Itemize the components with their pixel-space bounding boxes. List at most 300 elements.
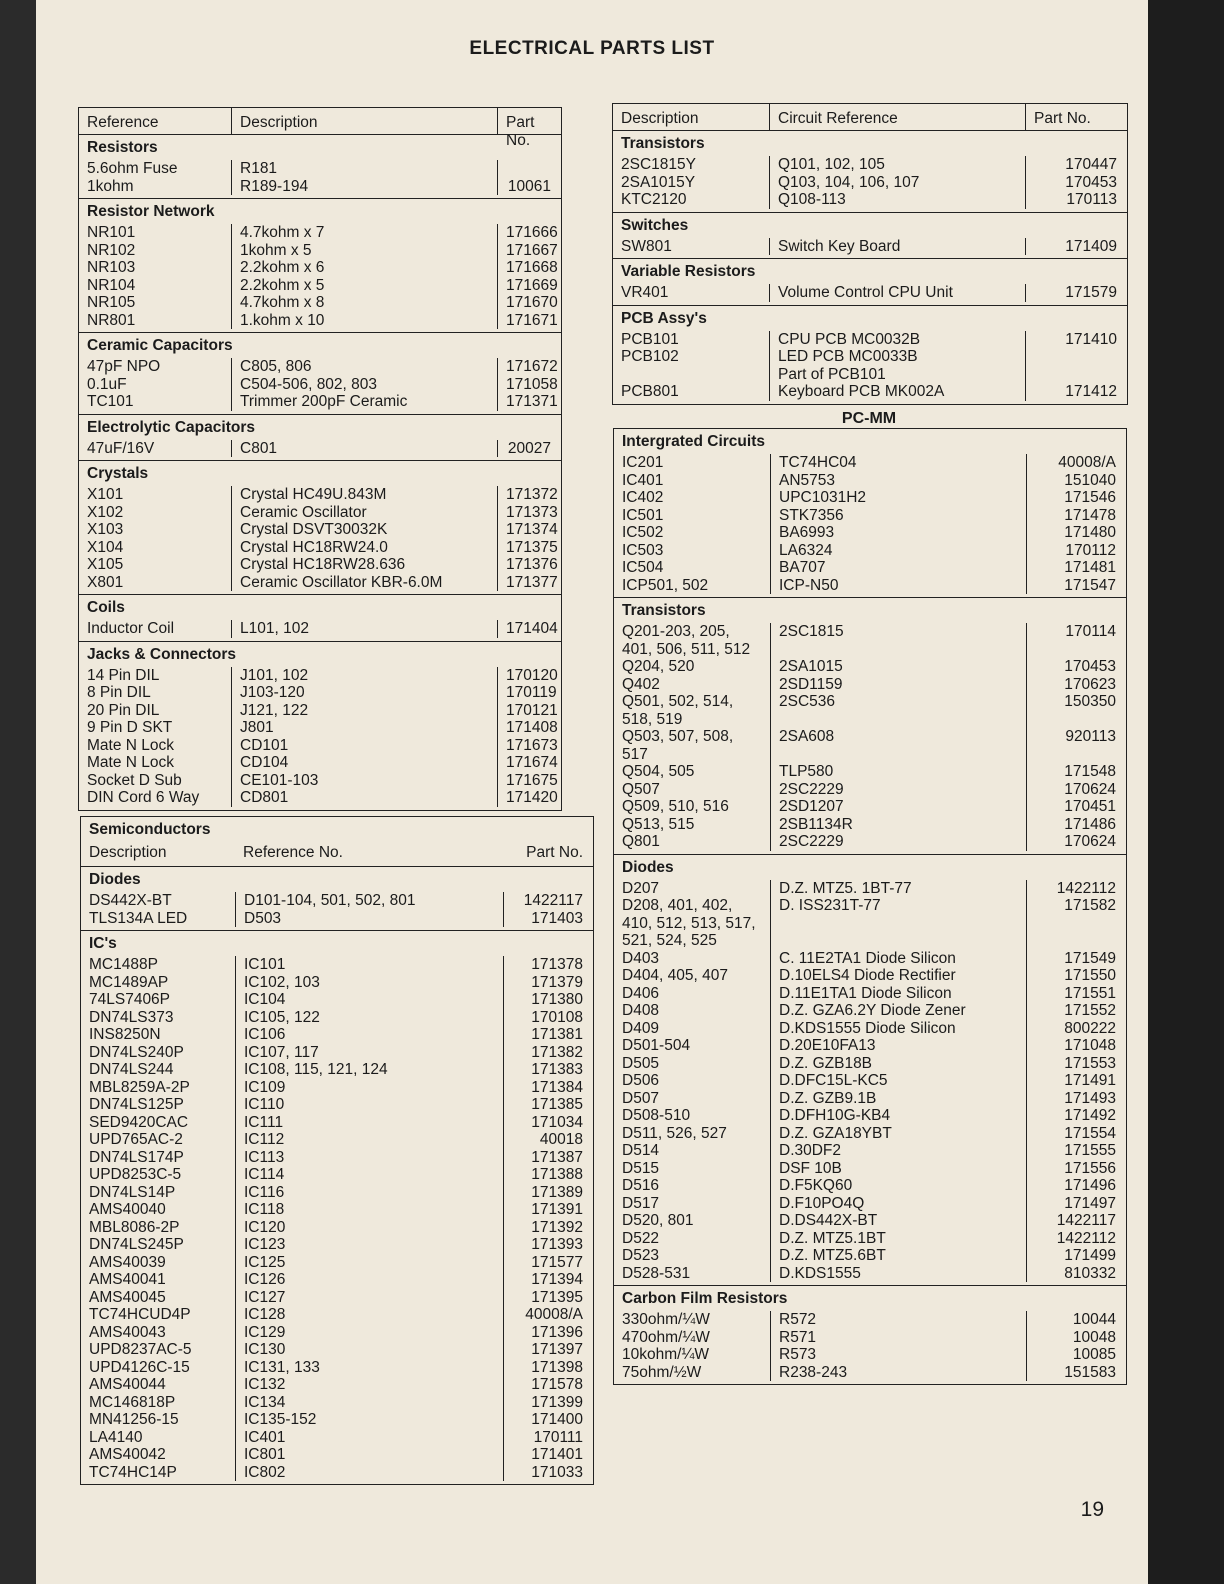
table-body — [613, 131, 1127, 404]
table-cell: J121, 122 — [240, 701, 309, 719]
table-cell: D503 — [244, 909, 282, 927]
desc-column — [231, 620, 497, 638]
section-rows — [613, 331, 1127, 401]
table-cell: MC146818P — [89, 1393, 176, 1411]
section-title: IC's — [89, 935, 117, 952]
desc-column — [770, 623, 1026, 851]
table-cell: IC504 — [622, 559, 664, 576]
table-cell: 2SB1134R — [779, 815, 853, 833]
document-page — [36, 0, 1148, 1584]
table-cell: Q501, 502, 514, — [622, 693, 734, 710]
ref-column — [613, 284, 769, 302]
table-cell: 171398 — [531, 1358, 583, 1376]
table-cell: IC105, 122 — [244, 1008, 320, 1026]
table-cell: 170453 — [1065, 173, 1117, 191]
table-cell: D516 — [622, 1177, 660, 1194]
table-cell: 2SD1207 — [779, 798, 844, 815]
section-rows — [79, 667, 561, 807]
table-cell: CD104 — [240, 754, 289, 771]
table-cell: D523 — [622, 1247, 660, 1264]
table-cell: 171667 — [506, 241, 558, 259]
table-cell: 171491 — [1064, 1072, 1116, 1089]
table-cell: D505 — [622, 1054, 660, 1072]
ref-column — [613, 331, 769, 401]
table-cell: 171550 — [1064, 967, 1116, 984]
table-cell: D101-104, 501, 502, 801 — [244, 892, 416, 909]
table-cell: LA4140 — [89, 1428, 143, 1446]
table-cell: D403 — [622, 949, 660, 967]
table-cell: D408 — [622, 1002, 660, 1019]
table-cell: IC123 — [244, 1236, 286, 1253]
table-cell: D409 — [622, 1019, 660, 1037]
table-cell: 170624 — [1064, 780, 1116, 798]
table-cell: 171579 — [1065, 284, 1117, 301]
table-cell: 171480 — [1064, 524, 1116, 541]
table-cell: 171671 — [506, 311, 558, 329]
table-cell: 1422112 — [1056, 879, 1116, 897]
table-cell: D.DFC15L-KC5 — [779, 1072, 888, 1089]
table-cell: 170121 — [506, 701, 558, 719]
table-cell: 171410 — [1065, 330, 1117, 348]
table-cell: 10044 — [1072, 1311, 1116, 1328]
table-section — [79, 642, 561, 810]
table-cell: DN74LS244 — [89, 1061, 174, 1078]
table-cell: D.KDS1555 — [779, 1264, 861, 1282]
table-cell: D.DS442X-BT — [779, 1212, 878, 1229]
table-cell: 171666 — [506, 224, 558, 241]
table-cell: 2.2kohm x 5 — [240, 276, 325, 294]
table-cell: IC106 — [244, 1026, 286, 1043]
part-no-column — [1025, 238, 1127, 256]
table-cell: IC118 — [244, 1201, 285, 1218]
table-cell — [621, 366, 763, 384]
table-cell: 171375 — [506, 538, 558, 556]
table-cell: 171577 — [531, 1253, 583, 1271]
table-cell: R573 — [779, 1346, 817, 1363]
table-cell: 171373 — [506, 503, 558, 521]
table-cell: NR104 — [87, 276, 136, 294]
table-cell: D.KDS1555 Diode Silicon — [779, 1019, 956, 1037]
table-cell: D404, 405, 407 — [622, 967, 729, 984]
table-cell: 171546 — [1064, 489, 1116, 506]
table-cell: IC116 — [244, 1183, 285, 1201]
section-rows — [614, 623, 1126, 851]
table-cell: DN74LS373 — [89, 1008, 174, 1026]
table-cell: DN74LS240P — [89, 1043, 184, 1061]
section-title: Switches — [621, 216, 689, 234]
table-cell: 2SC2229 — [779, 780, 844, 798]
table-cell: IC802 — [244, 1463, 286, 1481]
table-cell: CE101-103 — [240, 771, 319, 789]
table-cell: D.11E1TA1 Diode Silicon — [779, 984, 952, 1002]
table-cell: IC129 — [244, 1323, 286, 1341]
table-cell: X105 — [87, 556, 124, 573]
table-cell: 171551 — [1064, 984, 1116, 1002]
header-description: Description — [231, 108, 497, 134]
part-no-column — [503, 956, 593, 1481]
pc-mm-parts-table — [613, 428, 1127, 1385]
table-cell: NR105 — [87, 294, 136, 311]
table-cell: 1kohm — [87, 177, 134, 195]
table-cell: CD101 — [240, 736, 289, 754]
table-cell — [1035, 746, 1116, 764]
table-cell: Switch Key Board — [778, 237, 901, 255]
table-cell: Mate N Lock — [87, 754, 175, 771]
table-cell: 171403 — [531, 909, 583, 927]
table-cell: 171387 — [531, 1148, 583, 1166]
section-rows — [79, 486, 561, 591]
table-cell: 171379 — [531, 973, 583, 991]
table-cell: UPD765AC-2 — [89, 1131, 183, 1148]
table-cell: 171481 — [1064, 559, 1116, 576]
table-cell: Q201-203, 205, — [622, 623, 730, 640]
section-rows — [79, 440, 561, 458]
desc-column — [231, 358, 497, 411]
table-cell: Inductor Coil — [87, 620, 175, 637]
table-cell: IC108, 115, 121, 124 — [244, 1061, 388, 1078]
ref-column — [613, 238, 769, 256]
table-cell: D522 — [622, 1229, 660, 1247]
part-no-column — [497, 620, 561, 638]
section-rows — [81, 956, 593, 1481]
part-no-column — [497, 224, 561, 329]
section-rows — [613, 156, 1127, 209]
ref-column — [79, 224, 231, 329]
table-section — [81, 931, 593, 1484]
section-title: Ceramic Capacitors — [87, 337, 233, 354]
table-cell: 171385 — [531, 1096, 583, 1113]
table-cell — [779, 641, 1020, 659]
table-section — [79, 333, 561, 415]
table-cell: 171547 — [1064, 576, 1116, 594]
table-cell: Q513, 515 — [622, 815, 695, 833]
table-cell: Q103, 104, 106, 107 — [778, 173, 920, 191]
table-cell: LED PCB MC0033B — [778, 348, 918, 365]
table-cell: 171554 — [1064, 1124, 1116, 1142]
table-cell: DIN Cord 6 Way — [87, 789, 200, 806]
table-cell: 171549 — [1064, 949, 1116, 967]
table-cell: KTC2120 — [621, 191, 687, 208]
table-cell: ICP501, 502 — [622, 576, 709, 594]
part-no-column — [1026, 880, 1126, 1283]
ref-column — [79, 620, 231, 638]
table-cell: 2SC2229 — [779, 833, 844, 850]
desc-column — [769, 284, 1025, 302]
table-cell: 2SA1015Y — [621, 173, 696, 191]
table-cell: IC401 — [244, 1428, 286, 1446]
table-cell: 171396 — [531, 1323, 583, 1341]
table-cell: NR103 — [87, 259, 136, 276]
table-cell: AMS40039 — [89, 1253, 166, 1271]
ref-column — [81, 892, 235, 927]
table-cell: MN41256-15 — [89, 1411, 179, 1428]
part-no-column — [497, 667, 561, 807]
table-cell: TLS134A LED — [89, 909, 188, 927]
table-cell: 10085 — [1072, 1346, 1116, 1363]
ref-column — [613, 156, 769, 209]
table-cell: 171492 — [1064, 1107, 1116, 1124]
table-cell: PCB101 — [621, 330, 679, 348]
table-cell: X104 — [87, 538, 124, 556]
header-circuit-reference: Circuit Reference — [769, 104, 1025, 130]
table-cell: X102 — [87, 503, 124, 521]
table-cell: DS442X-BT — [89, 892, 172, 909]
table-cell: 518, 519 — [622, 710, 683, 728]
table-cell: D208, 401, 402, — [622, 897, 733, 914]
table-cell: MC1488P — [89, 956, 158, 973]
table-cell: D207 — [622, 879, 660, 897]
table-cell: 171058 — [506, 375, 558, 393]
table-cell: INS8250N — [89, 1026, 161, 1043]
table-cell: AMS40041 — [89, 1271, 166, 1288]
table-cell: 171376 — [506, 556, 558, 573]
table-cell: IC113 — [244, 1148, 285, 1166]
table-cell: AMS40042 — [89, 1446, 166, 1463]
table-cell: R238-243 — [779, 1363, 848, 1381]
table-cell: 4.7kohm x 8 — [240, 294, 325, 311]
table-cell: 171493 — [1064, 1089, 1116, 1107]
table-cell: Crystal HC18RW28.636 — [240, 556, 406, 573]
table-cell: R181 — [240, 160, 278, 177]
table-cell: R189-194 — [240, 177, 309, 195]
table-cell: 10048 — [1072, 1328, 1116, 1346]
table-cell: 171556 — [1064, 1159, 1116, 1177]
table-cell — [1035, 711, 1116, 729]
table-cell: IC107, 117 — [244, 1043, 319, 1061]
table-cell: 171382 — [531, 1043, 583, 1061]
table-cell: 171553 — [1064, 1054, 1116, 1072]
table-cell: 171674 — [506, 754, 558, 771]
ref-column — [614, 1311, 770, 1381]
table-cell: 40008/A — [525, 1306, 583, 1323]
table-cell: D.Z. GZA6.2Y Diode Zener — [779, 1002, 966, 1019]
table-cell: 170624 — [1064, 833, 1116, 850]
table-cell: 171381 — [531, 1026, 583, 1043]
table-cell: 47pF NPO — [87, 358, 161, 375]
section-rows — [79, 358, 561, 411]
table-cell: AMS40043 — [89, 1323, 166, 1341]
ref-column — [614, 880, 770, 1283]
table-cell: AN5753 — [779, 471, 836, 489]
table-cell: 920113 — [1065, 728, 1116, 745]
table-cell: 170111 — [533, 1428, 583, 1446]
table-cell: 171383 — [531, 1061, 583, 1078]
part-no-column — [1025, 331, 1127, 401]
table-cell: NR801 — [87, 311, 136, 329]
table-cell — [779, 746, 1020, 764]
table-cell: Q101, 102, 105 — [778, 156, 885, 173]
section-title: Carbon Film Resistors — [622, 1290, 788, 1307]
table-cell: UPD8253C-5 — [89, 1166, 182, 1183]
table-cell — [1035, 932, 1116, 950]
table-cell: 10061 — [507, 177, 551, 195]
table-cell — [1035, 641, 1116, 659]
table-cell: IC201 — [622, 454, 664, 471]
table-cell: Ceramic Oscillator KBR-6.0M — [240, 573, 443, 591]
table-cell: AMS40040 — [89, 1201, 166, 1218]
table-cell: L101, 102 — [240, 620, 309, 637]
table-cell: IC135-152 — [244, 1411, 317, 1428]
table-cell: 171672 — [506, 358, 558, 375]
table-cell: 171384 — [531, 1078, 583, 1096]
table-cell: IC501 — [622, 506, 664, 524]
table-cell: D501-504 — [622, 1037, 691, 1054]
ref-column — [81, 956, 235, 1481]
scan-binding-edge — [1148, 0, 1224, 1584]
table-cell: 9 Pin D SKT — [87, 719, 173, 736]
table-cell: 171670 — [506, 294, 558, 311]
table-cell: PCB801 — [621, 383, 679, 400]
semiconductors-title: Semiconductors — [89, 821, 211, 838]
section-title: Diodes — [89, 871, 141, 888]
table-cell: IC401 — [622, 471, 664, 489]
table-section — [613, 259, 1127, 306]
table-cell: Q204, 520 — [622, 658, 695, 675]
pc-mm-label: PC-MM — [841, 410, 897, 427]
table-cell: Crystal HC18RW24.0 — [240, 538, 388, 556]
table-cell: 410, 512, 513, 517, — [622, 914, 756, 932]
table-cell: D507 — [622, 1089, 660, 1107]
table-cell: 171478 — [1064, 506, 1116, 524]
table-cell: DN74LS125P — [89, 1096, 184, 1113]
table-cell: 171378 — [531, 956, 583, 973]
table-cell: D.Z. GZA18YBT — [779, 1124, 892, 1142]
table-cell: 20 Pin DIL — [87, 701, 160, 719]
table-cell: 171409 — [1065, 237, 1117, 255]
section-title: Intergrated Circuits — [622, 433, 765, 450]
part-no-column — [497, 160, 561, 195]
desc-column — [770, 454, 1026, 594]
table-cell: 171034 — [531, 1113, 583, 1131]
section-rows — [614, 1311, 1126, 1381]
table-cell: BA707 — [779, 559, 826, 576]
table-cell: D.F10PO4Q — [779, 1194, 865, 1212]
part-no-column — [1026, 454, 1126, 594]
table-cell: X103 — [87, 521, 124, 538]
table-cell: IC132 — [244, 1376, 286, 1393]
table-cell: IC109 — [244, 1078, 286, 1096]
table-cell: 171486 — [1064, 815, 1116, 833]
table-cell: 171033 — [531, 1463, 583, 1481]
table-cell: 170113 — [1066, 191, 1117, 208]
table-cell: LA6324 — [779, 541, 833, 559]
table-cell: C801 — [240, 439, 278, 457]
table-cell: STK7356 — [779, 506, 844, 524]
table-cell: IC801 — [244, 1446, 286, 1463]
desc-column — [770, 1311, 1026, 1381]
table-cell: IC503 — [622, 541, 664, 559]
table-cell: Keyboard PCB MK002A — [778, 383, 945, 400]
section-title: Variable Resistors — [621, 263, 756, 280]
desc-column — [769, 238, 1025, 256]
table-cell: 40018 — [539, 1131, 583, 1148]
table-cell: 2SA1015 — [779, 658, 843, 675]
table-cell: 1422112 — [1056, 1229, 1116, 1247]
table-cell: IC112 — [244, 1131, 285, 1148]
section-rows — [614, 880, 1126, 1283]
table-cell: 171371 — [506, 393, 558, 410]
table-cell: TC74HCUD4P — [89, 1306, 191, 1323]
table-cell: 2SC536 — [779, 693, 836, 710]
table-cell: D514 — [622, 1142, 660, 1159]
table-cell: 171669 — [506, 276, 558, 294]
table-cell: NR102 — [87, 241, 136, 259]
section-rows — [79, 160, 561, 195]
table-cell: 470ohm/¼W — [622, 1328, 710, 1346]
table-cell: 521, 524, 525 — [622, 932, 717, 949]
part-no-column — [1025, 284, 1127, 302]
table-cell: R571 — [779, 1328, 817, 1346]
table-cell: DN74LS245P — [89, 1236, 184, 1253]
table-cell: 171578 — [531, 1376, 583, 1393]
table-cell: D.10ELS4 Diode Rectifier — [779, 967, 956, 984]
part-no-column — [1026, 623, 1126, 851]
table-cell: TC101 — [87, 393, 134, 410]
table-cell: 171404 — [506, 620, 558, 637]
table-cell: BA6993 — [779, 524, 835, 541]
table-cell: 20027 — [507, 439, 551, 457]
desc-column — [235, 892, 503, 927]
table-cell: D.DFH10G-KB4 — [779, 1107, 891, 1124]
part-no-column — [497, 440, 561, 458]
table-cell: MBL8259A-2P — [89, 1078, 190, 1096]
table-cell — [779, 915, 1020, 933]
table-cell: Q507 — [622, 780, 660, 798]
desc-column — [231, 224, 497, 329]
table-cell: 171555 — [1064, 1142, 1116, 1159]
part-no-column — [1026, 1311, 1126, 1381]
desc-column — [231, 667, 497, 807]
table-cell — [779, 932, 1020, 950]
page-number: 19 — [1080, 1498, 1104, 1521]
table-section — [79, 415, 561, 462]
table-cell: 171668 — [506, 259, 558, 276]
table-section — [613, 306, 1127, 404]
table-cell: 171377 — [506, 573, 558, 591]
table-body — [79, 135, 561, 810]
ref-column — [79, 358, 231, 411]
table-cell: Q503, 507, 508, — [622, 728, 734, 745]
table-cell: D.20E10FA13 — [779, 1037, 876, 1054]
table-cell: 74LS7406P — [89, 991, 171, 1008]
table-cell: UPD4126C-15 — [89, 1358, 190, 1376]
desc-column — [235, 956, 503, 1481]
header-reference: Reference — [87, 114, 159, 131]
table-cell: 171388 — [531, 1166, 583, 1183]
section-title: Crystals — [87, 465, 149, 482]
table-cell: IC130 — [244, 1341, 286, 1358]
table-cell: AMS40045 — [89, 1288, 166, 1306]
table-cell: Part of PCB101 — [778, 365, 886, 383]
ref-column — [79, 486, 231, 591]
table-cell: 810332 — [1064, 1264, 1116, 1282]
table-cell: Mate N Lock — [87, 736, 175, 754]
table-cell: 47uF/16V — [87, 439, 155, 457]
table-cell: 14 Pin DIL — [87, 666, 160, 684]
table-cell: D.30DF2 — [779, 1142, 842, 1159]
table-cell: 2SC1815 — [779, 623, 844, 640]
table-cell: 1kohm x 5 — [240, 241, 312, 259]
table-cell: J101, 102 — [240, 666, 309, 684]
table-cell: Crystal HC49U.843M — [240, 486, 387, 503]
desc-column — [770, 880, 1026, 1283]
table-cell — [1034, 348, 1117, 366]
table-cell: CPU PCB MC0032B — [778, 330, 921, 348]
table-cell: 170119 — [506, 684, 557, 701]
table-cell: 800222 — [1064, 1019, 1116, 1037]
subheader-part-no: Part No. — [526, 844, 583, 861]
table-cell: 150350 — [1064, 693, 1116, 710]
